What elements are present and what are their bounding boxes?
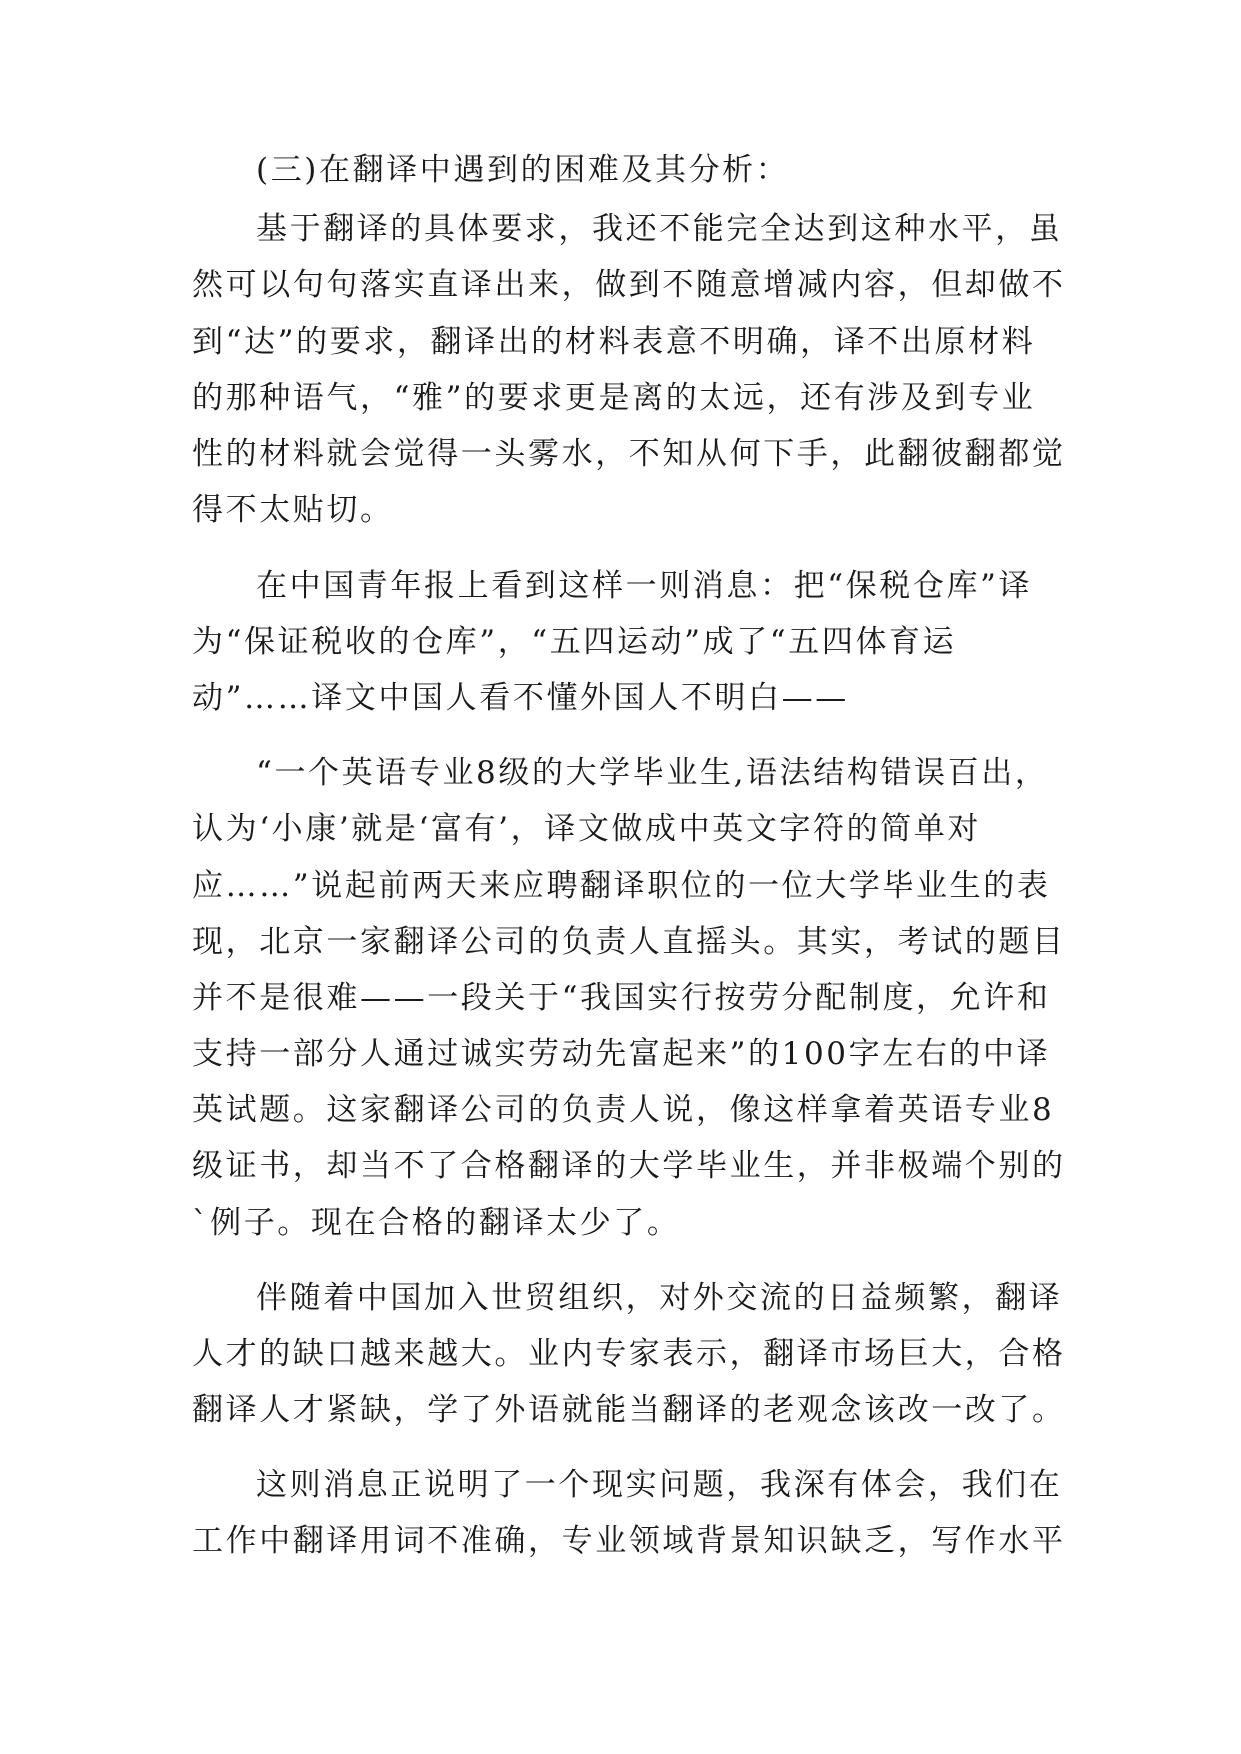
text-line: 伴随着中国加入世贸组织，对外交流的日益频繁，翻译 — [256, 1280, 1063, 1316]
text-line: 人才的缺口越来越大。业内专家表示，翻译市场巨大，合格 — [192, 1336, 1066, 1372]
text-line: 这则消息正说明了一个现实问题，我深有体会，我们在 — [256, 1467, 1063, 1503]
text-line: 工作中翻译用词不准确，专业领域背景知识缺乏，写作水平 — [192, 1523, 1066, 1559]
text-line: 然可以句句落实直译出来，做到不随意增减内容，但却做不 — [192, 267, 1066, 303]
text-line: 支持一部分人通过诚实劳动先富起来”的100字左右的中译 — [192, 1036, 1051, 1072]
text-line: “一个英语专业8级的大学毕业生,语法结构错误百出， — [256, 755, 1049, 791]
text-line: 性的材料就会觉得一头雾水，不知从何下手，此翻彼翻都觉 — [192, 436, 1066, 472]
text-line: 为“保证税收的仓库”，“五四运动”成了“五四体育运 — [192, 624, 957, 660]
text-line: 级证书，却当不了合格翻译的大学毕业生，并非极端个别的 — [192, 1148, 1066, 1184]
text-line: 英试题。这家翻译公司的负责人说，像这样拿着英语专业8 — [192, 1092, 1055, 1128]
text-line: 动”……译文中国人看不懂外国人不明白—— — [192, 680, 849, 716]
text-line: 得不太贴切。 — [192, 492, 394, 528]
text-line: 在中国青年报上看到这样一则消息：把“保税仓库”译 — [256, 568, 1033, 604]
text-line: 认为‘小康’就是‘富有’，译文做成中英文字符的简单对 — [192, 811, 982, 847]
text-line: 到“达”的要求，翻译出的材料表意不明确，译不出原材料 — [192, 324, 1036, 360]
text-line: 翻译人才紧缺，学了外语就能当翻译的老观念该改一改了。 — [192, 1392, 1066, 1428]
section-heading: (三)在翻译中遇到的困难及其分析： — [256, 152, 790, 188]
text-line: `例子。现在合格的翻译太少了。 — [192, 1205, 681, 1241]
text-line: 的那种语气，“雅”的要求更是离的太远，还有涉及到专业 — [192, 380, 1036, 416]
text-line: 基于翻译的具体要求，我还不能完全达到这种水平，虽 — [256, 211, 1063, 247]
text-line: 应……”说起前两天来应聘翻译职位的一位大学毕业生的表 — [192, 868, 1051, 904]
text-line: 现，北京一家翻译公司的负责人直摇头。其实，考试的题目 — [192, 924, 1066, 960]
text-line: 并不是很难——一段关于“我国实行按劳分配制度，允许和 — [192, 980, 1051, 1016]
